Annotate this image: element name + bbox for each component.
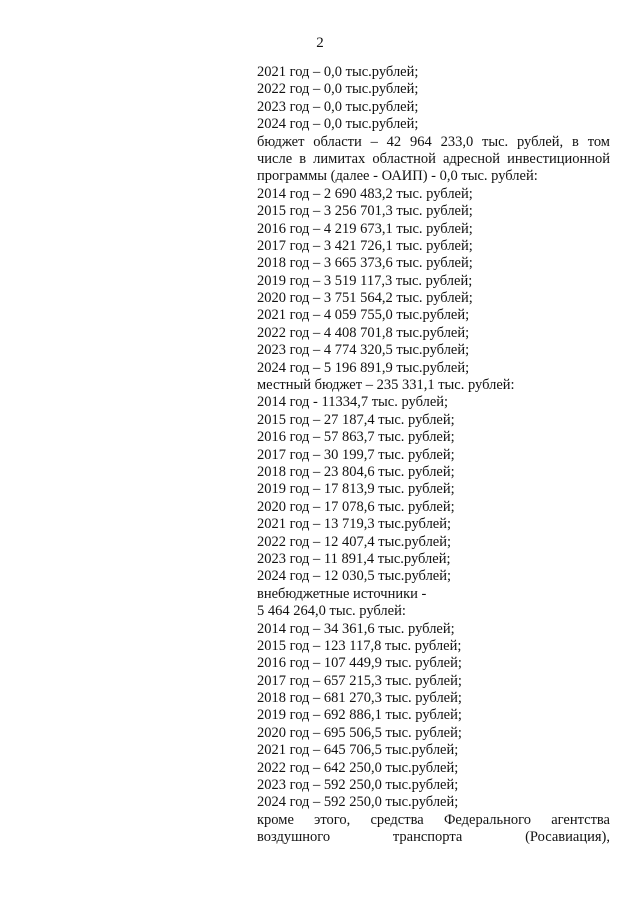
text-line: 2016 год – 107 449,9 тыс. рублей; — [257, 655, 462, 672]
text-line: 2014 год - 11334,7 тыс. рублей; — [257, 394, 449, 411]
text-line: 2021 год – 0,0 тыс.рублей; — [257, 64, 419, 80]
text-line: 2017 год – 30 199,7 тыс. рублей; — [257, 446, 455, 463]
text-line: 2020 год – 3 751 564,2 тыс. рублей; — [257, 290, 473, 307]
text-line: бюджет области – 42 964 233,0 тыс. рублей, в том — [257, 133, 610, 150]
text-line: 2016 год – 57 863,7 тыс. рублей; — [257, 429, 455, 446]
text-line: 2018 год – 3 665 373,6 тыс. рублей; — [257, 255, 473, 272]
text-line: 2014 год – 34 361,6 тыс. рублей; — [257, 620, 455, 637]
text-line: 2023 год – 4 774 320,5 тыс.рублей; — [257, 342, 470, 359]
text-line: 2023 год – 592 250,0 тыс.рублей; — [257, 777, 459, 794]
text-line: 2018 год – 23 804,6 тыс. рублей; — [257, 463, 455, 480]
text-line: 2022 год – 0,0 тыс.рублей; — [257, 81, 419, 98]
text-line: внебюджетные источники - — [257, 585, 427, 602]
page-number: 2 — [316, 35, 324, 51]
text-line: 2015 год – 3 256 701,3 тыс. рублей; — [257, 203, 473, 220]
text-line: 2024 год – 592 250,0 тыс.рублей; — [257, 794, 459, 811]
text-line: 2021 год – 645 706,5 тыс.рублей; — [257, 742, 459, 759]
text-line: 2017 год – 3 421 726,1 тыс. рублей; — [257, 237, 473, 254]
text-line: 2023 год – 11 891,4 тыс.рублей; — [257, 550, 451, 567]
text-line: 2014 год – 2 690 483,2 тыс. рублей; — [257, 185, 473, 202]
text-line: 2015 год – 27 187,4 тыс. рублей; — [257, 411, 455, 428]
text-line: воздушного транспорта (Росавиация), — [257, 829, 610, 846]
text-line: кроме этого, средства Федерального агентства — [257, 811, 610, 828]
text-line: 2020 год – 17 078,6 тыс. рублей; — [257, 498, 455, 515]
text-line: 2022 год – 4 408 701,8 тыс.рублей; — [257, 324, 470, 341]
text-line: 2022 год – 12 407,4 тыс.рублей; — [257, 533, 452, 550]
text-line: 2021 год – 4 059 755,0 тыс.рублей; — [257, 307, 470, 324]
text-line: 2024 год – 0,0 тыс.рублей; — [257, 116, 419, 133]
text-line: числе в лимитах областной адресной инвестиционной — [257, 150, 610, 167]
text-line: 2021 год – 13 719,3 тыс.рублей; — [257, 516, 452, 533]
text-line: местный бюджет – 235 331,1 тыс. рублей: — [257, 377, 515, 394]
text-line: 2019 год – 692 886,1 тыс. рублей; — [257, 707, 462, 724]
text-line: 2016 год – 4 219 673,1 тыс. рублей; — [257, 220, 473, 237]
text-line: 5 464 264,0 тыс. рублей: — [257, 603, 406, 620]
text-line: 2023 год – 0,0 тыс.рублей; — [257, 98, 419, 115]
text-line: 2015 год – 123 117,8 тыс. рублей; — [257, 637, 462, 654]
text-line: 2018 год – 681 270,3 тыс. рублей; — [257, 690, 462, 707]
text-line: программы (далее - ОАИП) - 0,0 тыс. рублей: — [257, 168, 538, 185]
text-line: 2024 год – 12 030,5 тыс.рублей; — [257, 568, 452, 585]
text-line: 2019 год – 17 813,9 тыс. рублей; — [257, 481, 455, 498]
text-line: 2017 год – 657 215,3 тыс. рублей; — [257, 672, 462, 689]
document-body — [257, 64, 610, 847]
text-line: 2022 год – 642 250,0 тыс.рублей; — [257, 759, 459, 776]
text-line: 2019 год – 3 519 117,3 тыс. рублей; — [257, 272, 473, 289]
text-line: 2024 год – 5 196 891,9 тыс.рублей; — [257, 359, 470, 376]
text-line: 2020 год – 695 506,5 тыс. рублей; — [257, 724, 462, 741]
